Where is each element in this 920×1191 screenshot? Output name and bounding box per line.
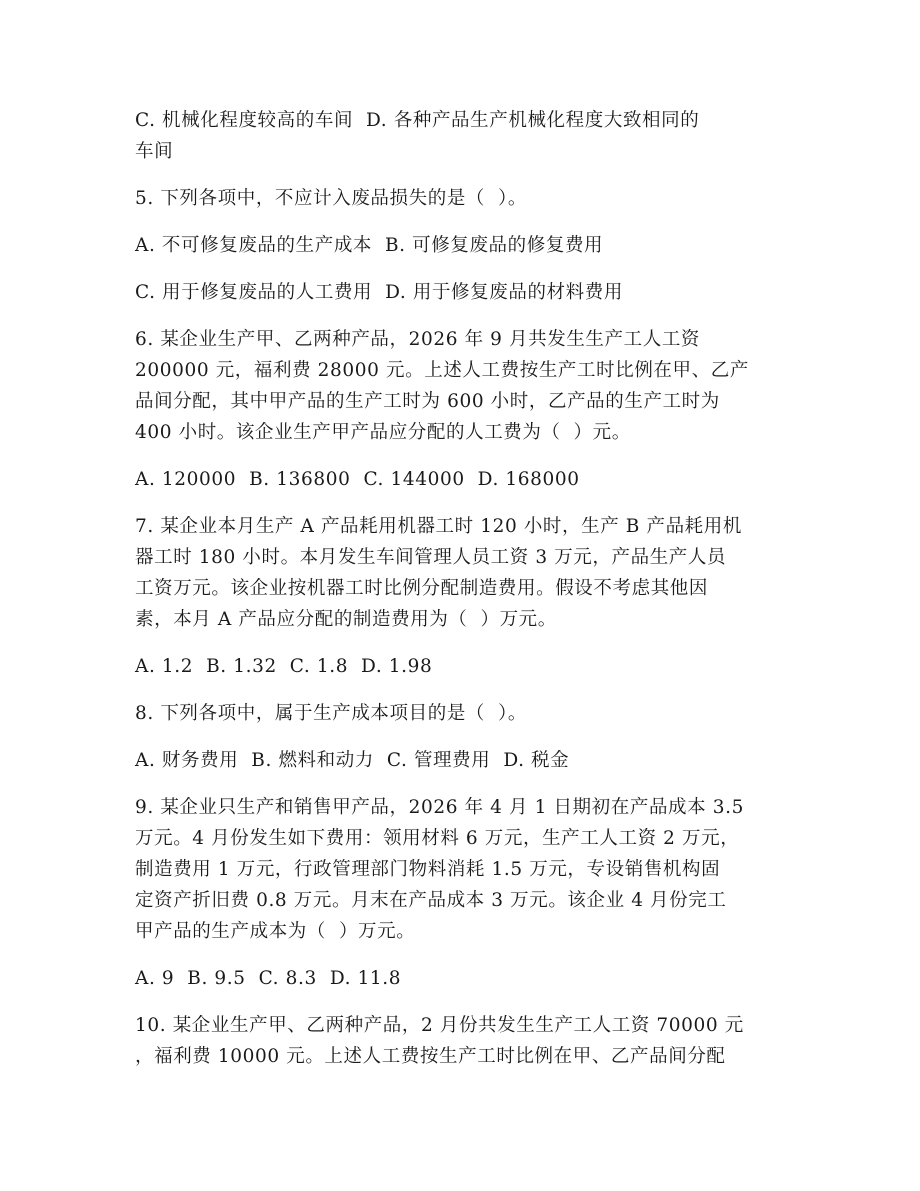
option-line [135,464,785,495]
text-line: 6. 某企业生产甲、乙两种产品，2026 年 9 月共发生生产工人工资 [135,329,701,350]
text-line: ，福利费 10000 元。上述人工费按生产工时比例在甲、乙产品间分配 [135,1046,726,1067]
text-line: 10. 某企业生产甲、乙两种产品，2 月份共发生生产工人工资 70000 元 [135,1015,744,1036]
option-line [135,105,785,167]
text-line: 品间分配，其中甲产品的生产工时为 600 小时，乙产品的生产工时为 [135,391,720,412]
option-line [135,963,785,994]
text-line: 5. 下列各项中，不应计入废品损失的是（ ）。 [135,188,527,209]
text-line: 200000 元，福利费 28000 元。上述人工费按生产工时比例在甲、乙产 [135,360,749,381]
text-line: 甲产品的生产成本为（ ）万元。 [135,921,416,942]
question-7 [135,511,785,635]
text-line: 400 小时。该企业生产甲产品应分配的人工费为（ ）元。 [135,422,631,443]
question-6 [135,324,785,448]
question-8 [135,698,785,729]
text-line: 器工时 180 小时。本月发生车间管理人员工资 3 万元，产品生产人员 [135,547,727,568]
text-line: A. 不可修复废品的生产成本 B. 可修复废品的修复费用 [135,235,604,256]
text-line: 素，本月 A 产品应分配的制造费用为（ ）万元。 [135,609,557,630]
text-line: 7. 某企业本月生产 A 产品耗用机器工时 120 小时，生产 B 产品耗用机 [135,516,742,537]
text-line: 车间 [135,141,174,162]
text-line: 定资产折旧费 0.8 万元。月末在产品成本 3 万元。该企业 4 月份完工 [135,890,727,911]
option-line [135,277,785,308]
text-line: 8. 下列各项中，属于生产成本项目的是（ ）。 [135,703,527,724]
question-5 [135,183,785,214]
text-line: 万元。4 月份发生如下费用：领用材料 6 万元，生产工人工资 2 万元， [135,828,740,849]
text-line: 工资万元。该企业按机器工时比例分配制造费用。假设不考虑其他因 [135,578,709,599]
text-line: A. 9 B. 9.5 C. 8.3 D. 11.8 [135,968,402,989]
text-line: A. 1.2 B. 1.32 C. 1.8 D. 1.98 [135,656,433,677]
text-line: 9. 某企业只生产和销售甲产品，2026 年 4 月 1 日期初在产品成本 3.5 [135,797,744,818]
question-9 [135,792,785,947]
text-line: 制造费用 1 万元，行政管理部门物料消耗 1.5 万元，专设销售机构固 [135,859,721,880]
option-line [135,745,785,776]
text-line: C. 用于修复废品的人工费用 D. 用于修复废品的材料费用 [135,282,623,303]
text-line: C. 机械化程度较高的车间 D. 各种产品生产机械化程度大致相同的 [135,110,700,131]
document-body [135,105,785,1072]
text-line: A. 120000 B. 136800 C. 144000 D. 168000 [135,469,580,490]
question-10 [135,1010,785,1072]
option-line [135,651,785,682]
option-line [135,230,785,261]
text-line: A. 财务费用 B. 燃料和动力 C. 管理费用 D. 税金 [135,750,570,771]
